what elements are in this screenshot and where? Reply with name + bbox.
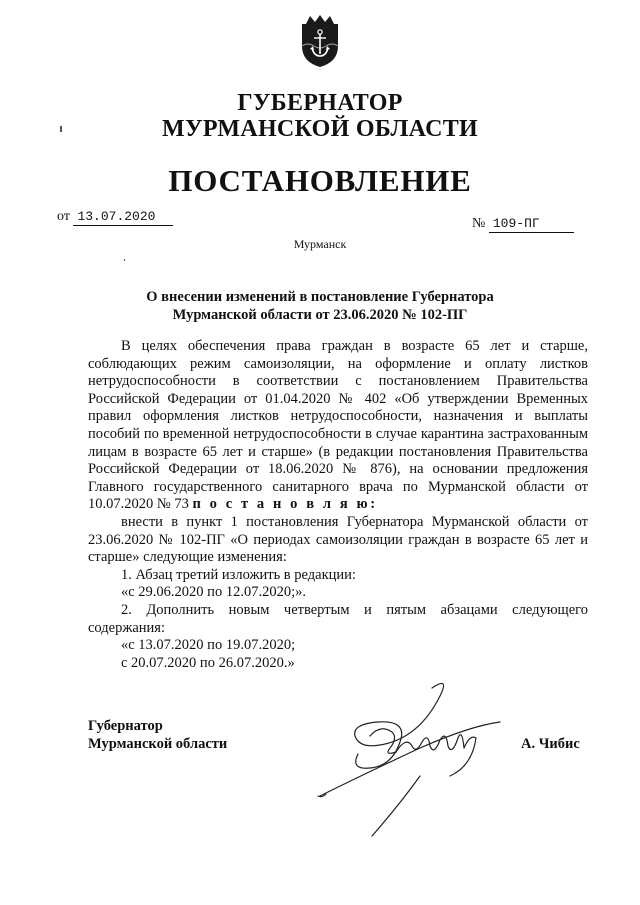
issuer-title-line2: МУРМАНСКОЙ ОБЛАСТИ xyxy=(162,116,478,142)
document-type: ПОСТАНОВЛЕНИЕ xyxy=(168,163,472,198)
preamble-text: В целях обеспечения права граждан в возрасте 65 лет и старше, соблюдающих режим самоизоляции, на оформление и оплату листков нетрудоспособности в соответствии с постановлением Правительства Российской Федерации от 01.04.2020 № 402 «Об утверждении Временных правил оформления листков нетрудоспособности, назначения и выплаты пособий по временной нетрудоспособности в случае карантина застрахованным лицам в возрасте 65 лет и старше» (в редакции постановления Правительства Российской Федерации от 18.06.2020 № 876), на основании предложения Главного государственного санитарного врача по Мурманской области от 10.07.2020 № 73 xyxy=(88,338,588,513)
document-body xyxy=(88,338,588,672)
date-prefix: от xyxy=(57,209,70,224)
handwritten-signature-icon xyxy=(300,676,530,846)
document-subject xyxy=(60,288,580,324)
item2-line2: с 20.07.2020 по 26.07.2020.» xyxy=(121,654,295,671)
item2-paragraph: 2. Дополнить новым четвертым и пятым абзацами следующего содержания: xyxy=(88,601,588,636)
date-row xyxy=(57,209,173,226)
document-date: 13.07.2020 xyxy=(73,209,173,226)
issuer-title-line1: ГУБЕРНАТОР xyxy=(237,90,403,116)
item1-paragraph: 1. Абзац третий изложить в редакции: xyxy=(121,566,356,583)
item1-text: «с 29.06.2020 по 12.07.2020;». xyxy=(121,584,306,601)
document-number: 109-ПГ xyxy=(489,216,574,233)
position-line2: Мурманской области xyxy=(88,736,228,752)
coat-of-arms-icon xyxy=(300,14,340,68)
signatory-position xyxy=(88,717,227,753)
number-row xyxy=(472,216,574,233)
number-prefix: № xyxy=(472,216,486,231)
scan-mark xyxy=(60,126,62,132)
city: Мурманск xyxy=(293,237,347,251)
intro-paragraph: внести в пункт 1 постановления Губернатора Мурманской области от 23.06.2020 № 102-ПГ «О периодах самоизоляции граждан в возрасте 65 лет и старше» следующие изменения: xyxy=(88,513,588,566)
position-line1: Губернатор xyxy=(88,718,163,734)
subject-line1: О внесении изменений в постановление Губернатора xyxy=(146,289,494,305)
item2-line1: «с 13.07.2020 по 19.07.2020; xyxy=(121,637,296,654)
scan-mark xyxy=(124,259,125,261)
signatory-name: А. Чибис xyxy=(521,736,580,752)
subject-line2: Мурманской области от 23.06.2020 № 102-ПГ xyxy=(172,307,468,323)
decree-word: п о с т а н о в л я ю: xyxy=(192,496,378,513)
preamble-paragraph xyxy=(88,338,588,514)
